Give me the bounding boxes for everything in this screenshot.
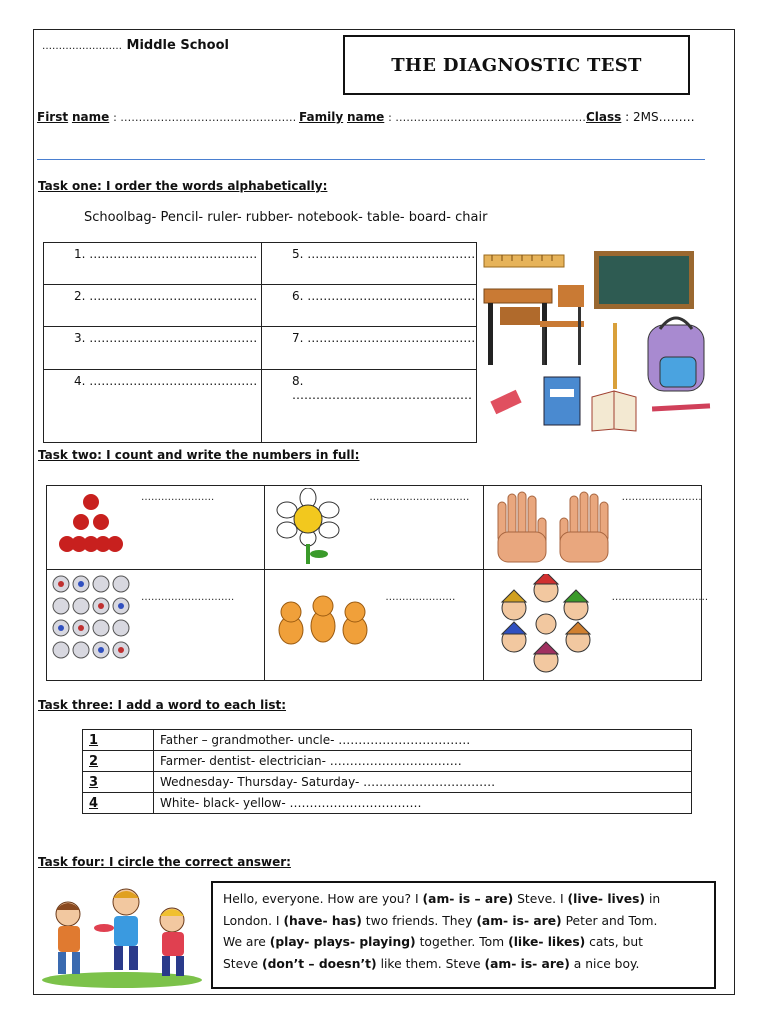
word-list: Schoolbag- Pencil- ruler- rubber- notebook- table- board- chair	[84, 210, 488, 225]
row-text[interactable]: White- black- yellow- ……………………………	[154, 793, 692, 814]
order-cell[interactable]: 4. ……………………………………	[44, 369, 262, 442]
balls-icon	[51, 574, 133, 660]
story-line-3	[223, 932, 706, 954]
count-blank: ………………………..	[611, 592, 709, 604]
story-line-1	[223, 889, 706, 911]
story-text: a nice boy.	[569, 956, 640, 971]
word-list-table	[82, 729, 692, 814]
count-cell-dwarfs[interactable]	[483, 570, 709, 681]
count-blank: ……………………….	[141, 592, 235, 604]
family-name-label: name	[346, 110, 385, 124]
row-number: 2	[83, 751, 154, 772]
first-name-dots: : …………………………………………	[113, 111, 297, 124]
order-table	[43, 242, 477, 443]
board-icon	[594, 251, 694, 309]
story-text: together. Tom	[415, 935, 509, 949]
count-blank: ………………….	[141, 492, 215, 503]
answer-choice[interactable]: (am- is- are)	[484, 956, 570, 971]
answer-choice[interactable]: (live- lives)	[567, 892, 646, 906]
count-table	[46, 485, 709, 681]
story-text: like them. Steve	[376, 956, 485, 971]
rubber-icon	[490, 390, 521, 415]
family-name-dots: : ………………………………………………	[388, 111, 594, 124]
story-line-2	[223, 911, 706, 933]
row-text[interactable]: Farmer- dentist- electrician- ……………………………	[154, 751, 692, 772]
count-cell-apples[interactable]	[47, 486, 265, 570]
order-cell[interactable]: 3. ……………………………………	[44, 327, 262, 369]
count-cell-flower[interactable]	[265, 486, 483, 570]
task-four-heading: Task four: I circle the correct answer:	[38, 855, 291, 869]
answer-choice[interactable]: (have- has)	[283, 913, 362, 928]
flower-icon	[273, 488, 343, 566]
hands-icon	[490, 488, 620, 566]
child-middle	[94, 889, 139, 970]
class-label: Class	[586, 110, 622, 124]
order-cell[interactable]: 7. ……………………………………	[262, 327, 477, 369]
count-cell-cats[interactable]	[265, 570, 483, 681]
answer-choice[interactable]: (like- likes)	[508, 935, 586, 949]
task-two-heading: Task two: I count and write the numbers in full:	[38, 448, 360, 462]
cats-icon	[275, 592, 375, 652]
row-number: 1	[83, 730, 154, 751]
row-text[interactable]: Wednesday- Thursday- Saturday- ……………………………	[154, 772, 692, 793]
story-line-4	[223, 954, 706, 976]
count-cell-balls[interactable]	[47, 570, 265, 681]
first-name-field[interactable]	[37, 110, 296, 124]
count-blank: ……………………	[621, 492, 702, 503]
story-text: two friends. They	[361, 913, 477, 928]
row-number: 3	[83, 772, 154, 793]
divider-line	[37, 159, 705, 160]
pencil-icon	[613, 323, 617, 389]
answer-choice[interactable]: (am- is – are)	[422, 892, 514, 906]
circle-answer-text-box	[211, 881, 716, 989]
child-left	[56, 902, 80, 974]
order-cell[interactable]: 8. ………………………………………	[262, 369, 477, 442]
school-dots: ……………………	[42, 41, 122, 52]
book-icon	[592, 391, 636, 431]
count-blank: …………………………	[369, 492, 470, 503]
row-text[interactable]: Father – grandmother- uncle- ……………………………	[154, 730, 692, 751]
table-row	[83, 793, 692, 814]
story-text: London. I	[223, 913, 284, 928]
task-one-heading: Task one: I order the words alphabetically:	[38, 179, 328, 193]
answer-choice[interactable]: (don’t – doesn’t)	[261, 956, 377, 971]
story-text: Steve. I	[513, 892, 568, 906]
family-label: Family	[299, 110, 344, 124]
child-right	[160, 908, 184, 976]
row-number: 4	[83, 793, 154, 814]
count-blank: …………………	[385, 592, 456, 604]
table-row	[83, 772, 692, 793]
task-three-heading: Task three: I add a word to each list:	[38, 698, 287, 712]
count-cell-fingers[interactable]	[483, 486, 701, 570]
table-row	[83, 730, 692, 751]
children-playing-illustration	[40, 884, 204, 988]
story-text: We are	[223, 935, 270, 949]
class-value: : 2MS………	[625, 110, 695, 124]
schoolbag-icon	[648, 318, 704, 391]
first-name-label: name	[71, 110, 110, 124]
order-cell[interactable]: 1. ……………………………………	[44, 243, 262, 285]
first-label: First	[37, 110, 69, 124]
order-cell[interactable]: 2. ……………………………………	[44, 285, 262, 327]
school-supplies-illustration	[480, 245, 720, 435]
story-text: Hello, everyone. How are you? I	[223, 892, 423, 906]
order-cell[interactable]: 6. ……………………………………	[262, 285, 477, 327]
family-name-field[interactable]	[299, 110, 593, 124]
apples-icon	[53, 492, 129, 560]
order-cell[interactable]: 5. ……………………………………	[262, 243, 477, 285]
answer-choice[interactable]: (am- is- are)	[476, 913, 562, 928]
story-text: Steve	[223, 956, 262, 971]
pen-icon	[652, 403, 710, 411]
dwarfs-icon	[496, 574, 596, 678]
story-text: cats, but	[585, 935, 643, 949]
story-text: in	[645, 892, 661, 906]
test-title: THE DIAGNOSTIC TEST	[343, 35, 690, 95]
story-text: Peter and Tom.	[561, 913, 658, 928]
answer-choice[interactable]: (play- plays- playing)	[269, 935, 416, 949]
notebook-icon	[544, 377, 580, 425]
school-name: Middle School	[126, 38, 229, 53]
school-name-line	[42, 38, 229, 53]
class-field[interactable]	[586, 110, 695, 124]
table-row	[83, 751, 692, 772]
